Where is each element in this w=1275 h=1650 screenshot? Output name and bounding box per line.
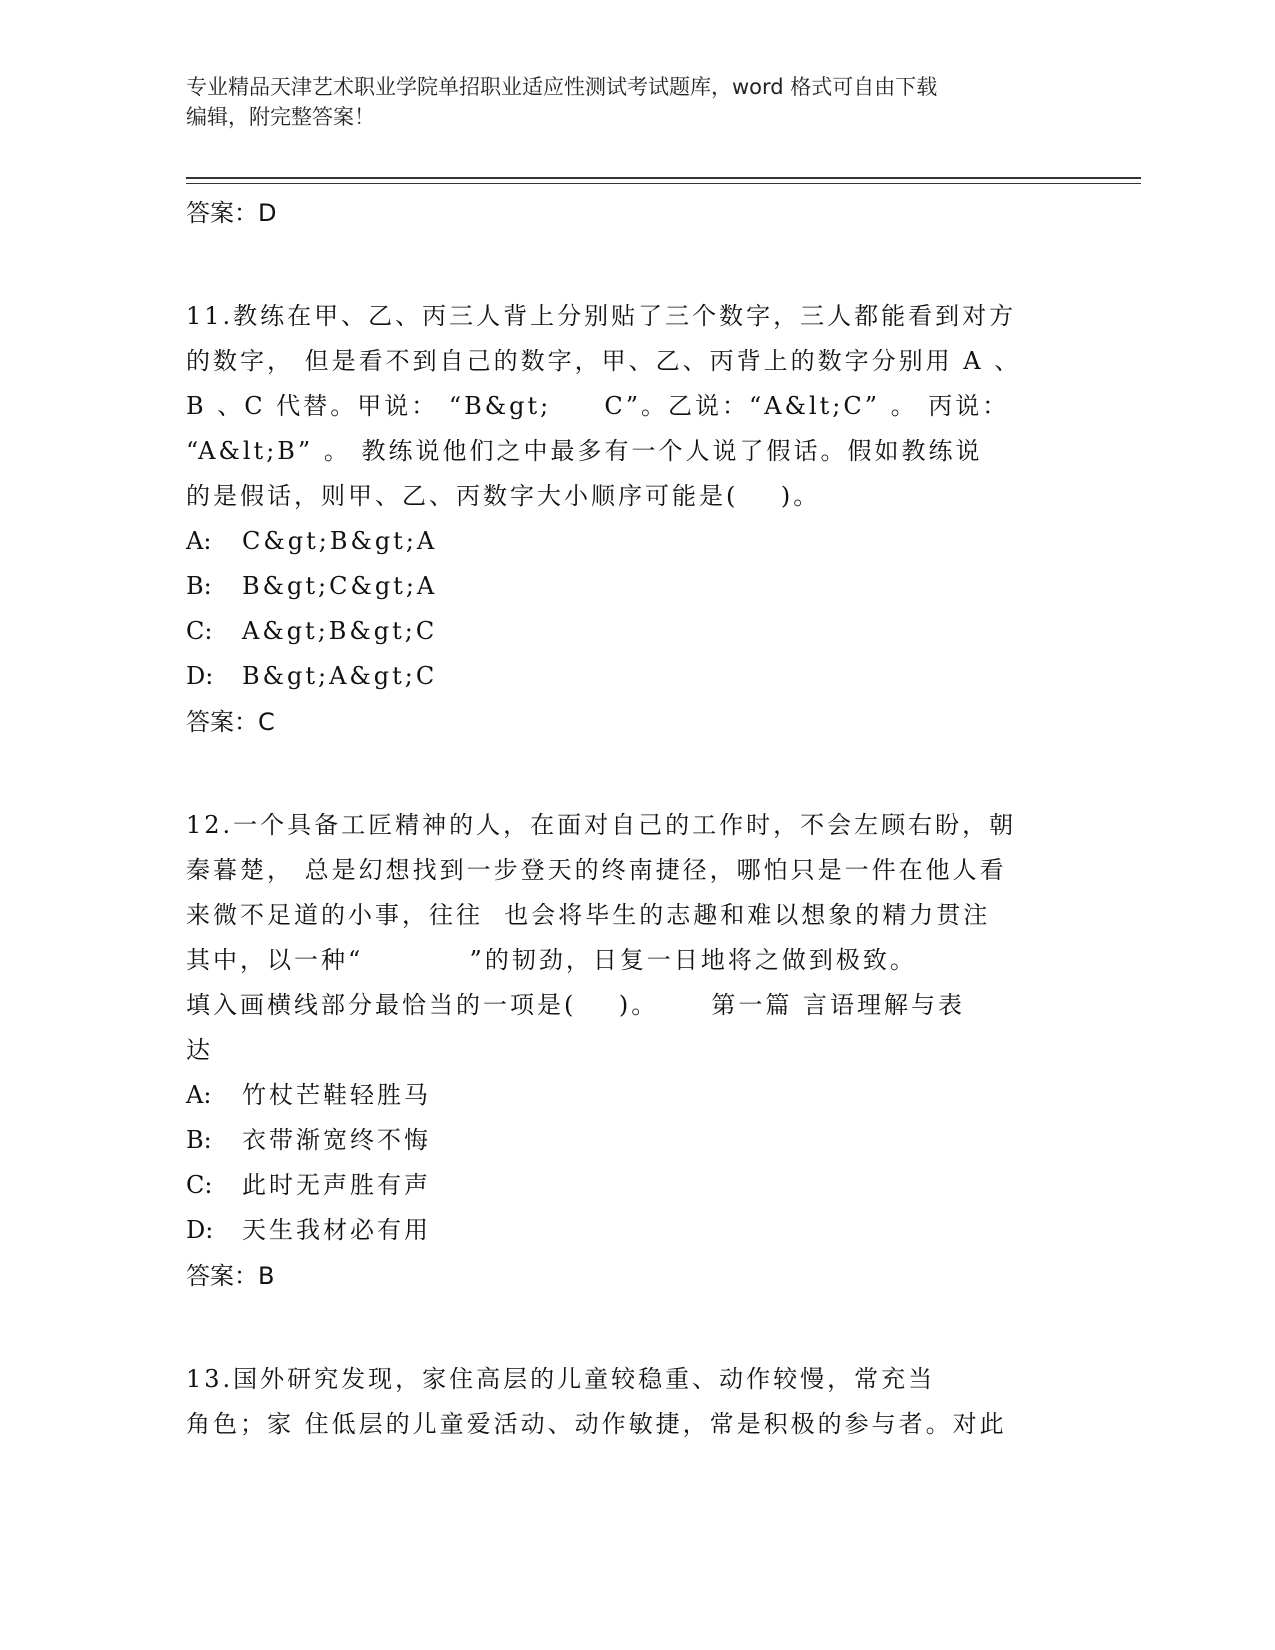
question-11-stem: [186, 294, 1066, 519]
answer-q11: 答案：C: [186, 708, 275, 736]
question-line: B 、C 代替。甲说： “B&gt; C”。乙说：“A&lt;C” 。 丙说：: [186, 392, 1010, 420]
header-line-2: 编辑，附完整答案！: [186, 105, 375, 129]
question-line: 的数字， 但是看不到自己的数字，甲、乙、丙背上的数字分别用 A 、: [186, 347, 1022, 375]
question-line: 11.教练在甲、乙、丙三人背上分别贴了三个数字，三人都能看到对方: [186, 302, 1017, 330]
option-label: D:: [186, 1216, 214, 1244]
question-line: 12.一个具备工匠精神的人，在面对自己的工作时，不会左顾右盼，朝: [186, 811, 1017, 839]
question-line: 其中，以一种“ ”的韧劲，日复一日地将之做到极致。: [186, 946, 917, 974]
spacer: [186, 1296, 1066, 1357]
question-12-option-a: [186, 1073, 1066, 1118]
option-text: B&gt;C&gt;A: [242, 572, 438, 600]
option-label: A:: [186, 1081, 212, 1109]
question-line: 填入画横线部分最恰当的一项是( )。 第一篇 言语理解与表: [186, 991, 966, 1019]
option-label: D:: [186, 662, 214, 690]
question-11-option-d: [186, 654, 1066, 699]
header-divider-thin: [186, 183, 1141, 184]
option-text: 天生我材必有用: [242, 1216, 431, 1244]
question-line: “A&lt;B” 。 教练说他们之中最多有一个人说了假话。假如教练说: [186, 437, 983, 465]
option-text: 此时无声胜有声: [242, 1171, 431, 1199]
option-text: C&gt;B&gt;A: [242, 527, 438, 555]
question-12-stem: [186, 803, 1066, 1073]
question-12-option-c: [186, 1163, 1066, 1208]
option-text: 衣带渐宽终不悔: [242, 1126, 431, 1154]
question-11-option-b: [186, 564, 1066, 609]
question-line: 的是假话，则甲、乙、丙数字大小顺序可能是( )。: [186, 482, 821, 510]
spacer: [186, 233, 1066, 294]
header-line-1: 专业精品天津艺术职业学院单招职业适应性测试考试题库，word 格式可自由下载: [186, 75, 938, 99]
spacer: [186, 742, 1066, 803]
option-label: C:: [186, 1171, 213, 1199]
option-text: 竹杖芒鞋轻胜马: [242, 1081, 431, 1109]
document-body: [186, 190, 1066, 1447]
page-header: [186, 72, 1066, 132]
question-line: 秦暮楚， 总是幻想找到一步登天的终南捷径，哪怕只是一件在他人看: [186, 856, 1007, 884]
answer-q10: 答案：D: [186, 199, 277, 227]
question-line: 来微不足道的小事，往往 也会将毕生的志趣和难以想象的精力贯注: [186, 901, 991, 929]
option-text: B&gt;A&gt;C: [242, 662, 438, 690]
question-line: 角色；家 住低层的儿童爱活动、动作敏捷，常是积极的参与者。对此: [186, 1410, 1007, 1438]
question-line: 13.国外研究发现，家住高层的儿童较稳重、动作较慢，常充当: [186, 1365, 936, 1393]
answer-q12: 答案：B: [186, 1262, 275, 1290]
question-11-option-c: [186, 609, 1066, 654]
option-label: A:: [186, 527, 212, 555]
option-text: A&gt;B&gt;C: [242, 617, 438, 645]
header-divider-thick: [186, 177, 1141, 179]
option-label: B:: [186, 572, 212, 600]
question-12-option-b: [186, 1118, 1066, 1163]
option-label: C:: [186, 617, 213, 645]
question-13-stem: [186, 1357, 1066, 1447]
option-label: B:: [186, 1126, 212, 1154]
question-line: 达: [186, 1036, 213, 1064]
question-11-option-a: [186, 519, 1066, 564]
question-12-option-d: [186, 1208, 1066, 1253]
